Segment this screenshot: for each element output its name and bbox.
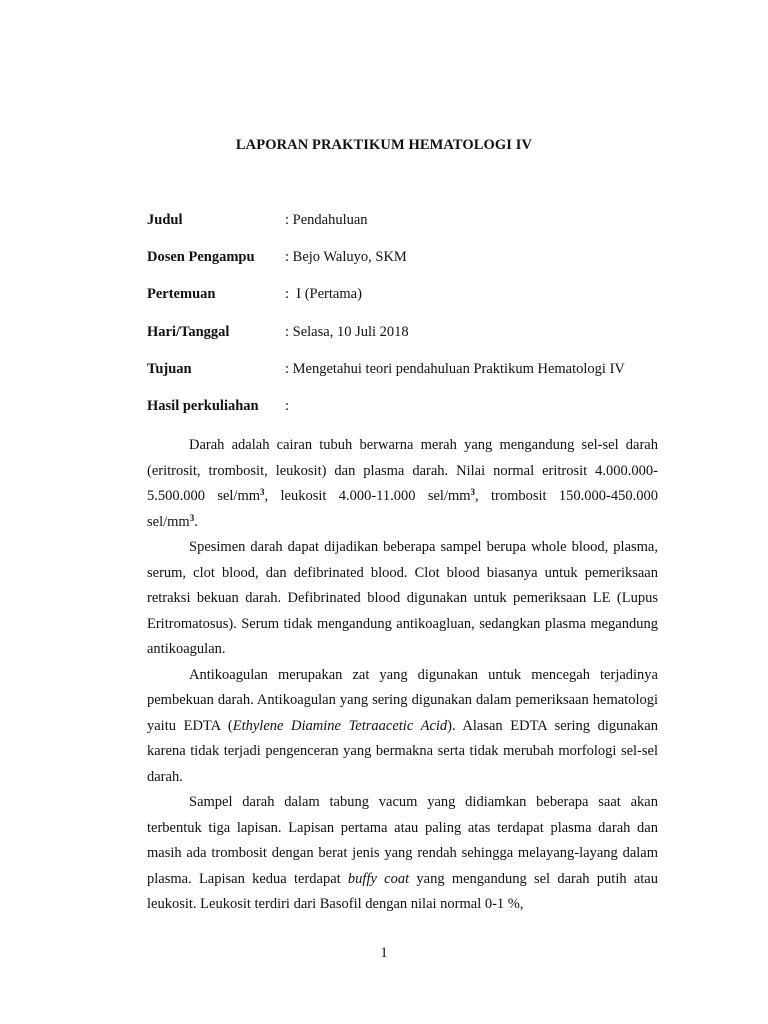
superscript: 3 [189, 512, 195, 523]
meta-label: Hari/Tanggal [147, 323, 230, 340]
text: . [194, 513, 198, 530]
meta-value: : Mengetahui teori pendahuluan Praktikum Hematologi IV [285, 360, 625, 377]
text: Darah adalah cairan tubuh berwarna merah yang mengandung sel-sel darah (eritrosit, trombosit, leukosit) dan plasma darah. Nilai normal eritrosit 4.000.000-5.500.000 sel/mm [147, 437, 658, 504]
page-number: 1 [380, 945, 388, 961]
text: Sampel darah dalam tabung vacum yang didiamkan beberapa saat akan terbentuk tiga lapisan. Lapisan pertama atau paling atas terdapat plasma darah dan masih ada trombosit dengan berat jenis yang rendah sehingga melayang-layang dalam plasma. Lapisan kedua terdapat [147, 794, 658, 887]
paragraph-darah [147, 433, 658, 535]
italic-text: buffy coat [347, 870, 410, 887]
meta-value: : Pendahuluan [285, 212, 368, 228]
italic-text: Ethylene Diamine Tetraacetic Acid [232, 717, 448, 734]
text: Antikoagulan merupakan zat yang digunakan untuk mencegah terjadinya pembekuan darah. Antikoagulan yang sering digunakan dalam pemeriksaan hematologi yaitu EDTA ( [147, 666, 658, 734]
meta-value: : Bejo Waluyo, SKM [285, 249, 407, 266]
meta-value: : [285, 397, 290, 414]
meta-row-dosen [147, 249, 667, 286]
text: , leukosit 4.000-11.000 sel/mm [264, 488, 471, 504]
document-body [147, 433, 658, 918]
meta-row-tujuan [147, 361, 667, 398]
meta-label: Pertemuan [147, 286, 216, 303]
paragraph-antikoagulan [147, 663, 658, 791]
report-metadata [147, 212, 667, 435]
superscript: 3 [260, 487, 265, 497]
meta-value: : Selasa, 10 Juli 2018 [285, 323, 409, 340]
meta-value: : I (Pertama) [285, 286, 362, 303]
text: ). Alasan EDTA sering digunakan karena tidak terjadi pengenceran yang bermakna serta tidak merubah morfologi sel-sel darah. [147, 717, 658, 785]
superscript: 3 [470, 487, 476, 497]
meta-row-hasil [147, 398, 667, 435]
meta-label: Hasil perkuliahan [147, 397, 259, 414]
text: , trombosit 150.000-450.000 sel/mm [147, 488, 658, 530]
meta-label: Judul [147, 212, 183, 228]
meta-row-pertemuan [147, 286, 667, 323]
meta-row-judul [147, 212, 667, 249]
meta-label: Tujuan [147, 360, 192, 377]
document-title: LAPORAN PRAKTIKUM HEMATOLOGI IV [235, 137, 533, 153]
meta-label: Dosen Pengampu [147, 249, 255, 266]
meta-row-hari-tanggal [147, 324, 667, 361]
paragraph-sampel [147, 790, 658, 918]
text: yang mengandung sel darah putih atau leukosit. Leukosit terdiri dari Basofil dengan nilai normal 0-1 %, [147, 870, 658, 912]
paragraph-spesimen: Spesimen darah dapat dijadikan beberapa sampel berupa whole blood, plasma, serum, clot blood, dan defibrinated blood. Clot blood biasanya untuk pemeriksaan retraksi bekuan darah. Defibrinated blood digunakan untuk pemeriksaan LE (Lupus Eritromatosus). Serum tidak mengandung antikoagluan, sedangkan plasma megandung antikoagulan. [147, 539, 658, 657]
